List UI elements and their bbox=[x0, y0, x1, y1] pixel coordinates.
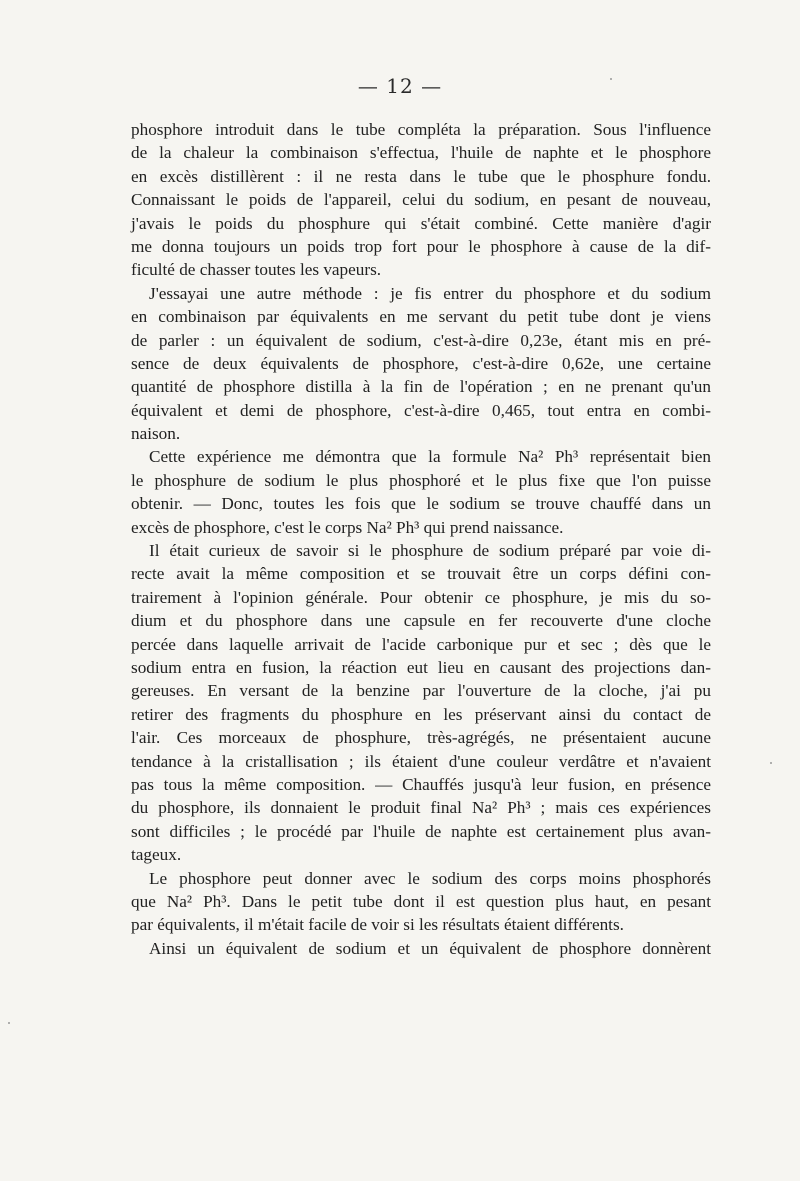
paper-speck bbox=[610, 78, 612, 80]
text-line: trairement à l'opinion générale. Pour obtenir ce phosphure, je mis du so- bbox=[131, 587, 711, 607]
page-number: — 12 — bbox=[357, 74, 443, 98]
text-line: en combinaison par équivalents en me servant du petit tube dont je viens bbox=[131, 307, 711, 327]
text-line: tendance à la cristallisation ; ils étaient d'une couleur verdâtre et n'avaient bbox=[131, 751, 711, 771]
text-line: phosphore introduit dans le tube compléta la préparation. Sous l'influence bbox=[131, 120, 711, 139]
text-line: retirer des fragments du phosphure en les préservant ainsi du contact de bbox=[131, 704, 711, 724]
text-line: ficulté de chasser toutes les vapeurs. bbox=[131, 260, 382, 280]
text-line: en excès distillèrent : il ne resta dans le tube que le phosphure fondu. bbox=[131, 166, 711, 186]
text-line: de parler : un équivalent de sodium, c'est-à-dire 0,23e, étant mis en pré- bbox=[131, 330, 711, 350]
text-line: J'essayai une autre méthode : je fis entrer du phosphore et du sodium bbox=[149, 283, 711, 303]
text-line: Cette expérience me démontra que la formule Na² Ph³ représentait bien bbox=[149, 447, 711, 467]
paper-speck bbox=[770, 762, 772, 764]
text-line: Connaissant le poids de l'appareil, celui du sodium, en pesant de nouveau, bbox=[131, 190, 711, 210]
body-text bbox=[131, 118, 711, 960]
text-line: recte avait la même composition et se trouvait être un corps défini con- bbox=[131, 564, 711, 584]
text-line: Le phosphore peut donner avec le sodium des corps moins phosphorés bbox=[149, 868, 711, 888]
text-line: sence de deux équivalents de phosphore, c'est-à-dire 0,62e, une certaine bbox=[131, 353, 711, 373]
text-line: dium et du phosphore dans une capsule en fer recouverte d'une cloche bbox=[131, 611, 711, 631]
text-line: quantité de phosphore distilla à la fin de l'opération ; en ne prenant qu'un bbox=[131, 377, 711, 397]
text-line: Il était curieux de savoir si le phosphure de sodium préparé par voie di- bbox=[149, 541, 711, 561]
text-line: l'air. Ces morceaux de phosphure, très-agrégés, ne présentaient aucune bbox=[131, 728, 711, 748]
text-line: percée dans laquelle arrivait de l'acide carbonique pur et sec ; dès que le bbox=[131, 634, 711, 654]
text-line: naison. bbox=[131, 424, 181, 444]
text-line: sodium entra en fusion, la réaction eut lieu en causant des projections dan- bbox=[131, 657, 711, 677]
text-line: tageux. bbox=[131, 845, 182, 865]
text-line: le phosphure de sodium le plus phosphoré et le plus fixe que l'on puisse bbox=[131, 470, 711, 490]
text-line: par équivalents, il m'était facile de voir si les résultats étaient différents. bbox=[131, 915, 624, 935]
text-line: gereuses. En versant de la benzine par l'ouverture de la cloche, j'ai pu bbox=[131, 681, 711, 701]
text-line: équivalent et demi de phosphore, c'est-à-dire 0,465, tout entra en combi- bbox=[131, 400, 711, 420]
text-line: j'avais le poids du phosphure qui s'était combiné. Cette manière d'agir bbox=[131, 213, 711, 233]
text-line: sont difficiles ; le procédé par l'huile de naphte est certainement plus avan- bbox=[131, 821, 711, 841]
text-line: pas tous la même composition. — Chauffés jusqu'à leur fusion, en présence bbox=[131, 774, 711, 794]
paper-speck bbox=[8, 1022, 10, 1024]
text-line: excès de phosphore, c'est le corps Na² Ph³ qui prend naissance. bbox=[131, 517, 564, 537]
text-line: de la chaleur la combinaison s'effectua, l'huile de naphte et le phosphore bbox=[131, 143, 711, 163]
text-line: obtenir. — Donc, toutes les fois que le sodium se trouve chauffé dans un bbox=[131, 494, 711, 514]
text-line: que Na² Ph³. Dans le petit tube dont il est question plus haut, en pesant bbox=[131, 891, 711, 911]
text-line: du phosphore, ils donnaient le produit final Na² Ph³ ; mais ces expériences bbox=[131, 798, 711, 818]
text-line: Ainsi un équivalent de sodium et un équivalent de phosphore donnèrent bbox=[149, 938, 711, 958]
text-line: me donna toujours un poids trop fort pour le phosphore à cause de la dif- bbox=[131, 236, 711, 256]
